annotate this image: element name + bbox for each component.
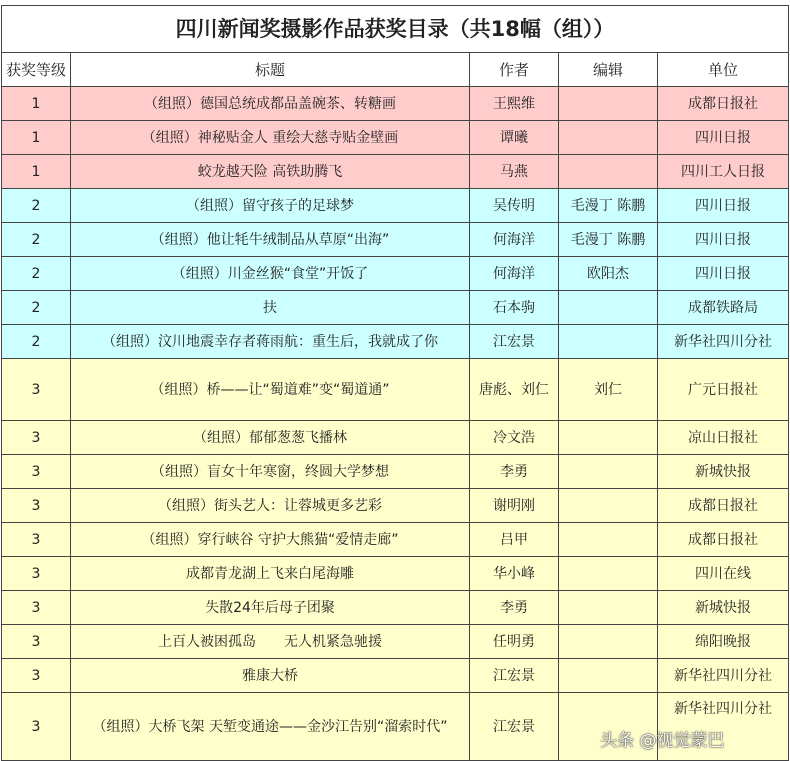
cell-unit: 四川在线 [658, 557, 789, 591]
table-row [2, 625, 789, 659]
watermark: 头条 @视觉蒙巴 [600, 731, 725, 751]
cell-grade: 3 [2, 523, 71, 557]
cell-editor [559, 523, 658, 557]
cell-title: （组照）川金丝猴“食堂”开饭了 [71, 257, 470, 291]
cell-editor: 毛漫丁 陈鹏 [559, 223, 658, 257]
cell-unit: 新城快报 [658, 591, 789, 625]
cell-editor [559, 625, 658, 659]
cell-title: 成都青龙湖上飞来白尾海雕 [71, 557, 470, 591]
cell-unit: 四川日报 [658, 257, 789, 291]
cell-author: 李勇 [470, 591, 559, 625]
cell-unit: 新华社四川分社 [658, 693, 789, 761]
cell-title: （组照）留守孩子的足球梦 [71, 189, 470, 223]
cell-editor [559, 155, 658, 189]
cell-editor [559, 557, 658, 591]
cell-unit: 成都日报社 [658, 489, 789, 523]
cell-unit: 四川日报 [658, 121, 789, 155]
cell-unit: 新华社四川分社 [658, 325, 789, 359]
cell-grade: 3 [2, 421, 71, 455]
table-row [2, 455, 789, 489]
cell-unit: 新华社四川分社 [658, 659, 789, 693]
cell-unit: 绵阳晚报 [658, 625, 789, 659]
cell-title: 上百人被困孤岛 无人机紧急驰援 [71, 625, 470, 659]
cell-title: （组照）大桥飞架 天堑变通途——金沙江告别“溜索时代” [71, 693, 470, 761]
cell-author: 任明勇 [470, 625, 559, 659]
cell-unit: 成都日报社 [658, 523, 789, 557]
table-row [2, 223, 789, 257]
column-header-author: 作者 [470, 53, 559, 87]
cell-editor [559, 489, 658, 523]
cell-author: 王熙维 [470, 87, 559, 121]
cell-grade: 3 [2, 557, 71, 591]
table-row [2, 121, 789, 155]
cell-author: 冷文浩 [470, 421, 559, 455]
table-row [2, 87, 789, 121]
cell-grade: 3 [2, 489, 71, 523]
table-row [2, 189, 789, 223]
cell-grade: 2 [2, 189, 71, 223]
cell-unit: 广元日报社 [658, 359, 789, 421]
cell-editor [559, 87, 658, 121]
cell-grade: 3 [2, 659, 71, 693]
cell-title: （组照）汶川地震幸存者蒋雨航：重生后，我就成了你 [71, 325, 470, 359]
cell-title: 失散24年后母子团聚 [71, 591, 470, 625]
table-row [2, 591, 789, 625]
cell-author: 李勇 [470, 455, 559, 489]
cell-unit: 成都铁路局 [658, 291, 789, 325]
cell-author: 吴传明 [470, 189, 559, 223]
cell-editor: 刘仁 [559, 359, 658, 421]
cell-grade: 2 [2, 291, 71, 325]
cell-title: 雅康大桥 [71, 659, 470, 693]
cell-title: （组照）郁郁葱葱飞播林 [71, 421, 470, 455]
cell-grade: 3 [2, 693, 71, 761]
cell-author: 江宏景 [470, 659, 559, 693]
cell-author: 江宏景 [470, 693, 559, 761]
cell-author: 谢明刚 [470, 489, 559, 523]
cell-author: 石本驹 [470, 291, 559, 325]
cell-grade: 2 [2, 325, 71, 359]
cell-editor [559, 591, 658, 625]
cell-author: 吕甲 [470, 523, 559, 557]
cell-title: （组照）街头艺人：让蓉城更多艺彩 [71, 489, 470, 523]
cell-title: 扶 [71, 291, 470, 325]
cell-grade: 3 [2, 591, 71, 625]
cell-title: 蛟龙越天险 高铁助腾飞 [71, 155, 470, 189]
page-title: 四川新闻奖摄影作品获奖目录（共18幅（组）） [2, 6, 789, 53]
cell-grade: 3 [2, 625, 71, 659]
table-row [2, 359, 789, 421]
cell-editor [559, 121, 658, 155]
cell-title: （组照）神秘贴金人 重绘大慈寺贴金壁画 [71, 121, 470, 155]
cell-editor: 毛漫丁 陈鹏 [559, 189, 658, 223]
table-row [2, 325, 789, 359]
awards-table [1, 5, 789, 761]
cell-grade: 2 [2, 223, 71, 257]
cell-author: 华小峰 [470, 557, 559, 591]
column-header-grade: 获奖等级 [2, 53, 71, 87]
table-row [2, 659, 789, 693]
cell-editor: 欧阳杰 [559, 257, 658, 291]
cell-editor [559, 455, 658, 489]
cell-author: 谭曦 [470, 121, 559, 155]
table-row [2, 557, 789, 591]
column-header-title: 标题 [71, 53, 470, 87]
cell-editor [559, 325, 658, 359]
cell-grade: 1 [2, 155, 71, 189]
cell-editor [559, 659, 658, 693]
cell-author: 马燕 [470, 155, 559, 189]
cell-title: （组照）穿行峡谷 守护大熊猫“爱情走廊” [71, 523, 470, 557]
cell-grade: 2 [2, 257, 71, 291]
cell-unit: 四川日报 [658, 189, 789, 223]
cell-author: 何海洋 [470, 223, 559, 257]
cell-author: 何海洋 [470, 257, 559, 291]
cell-author: 唐彪、刘仁 [470, 359, 559, 421]
column-header-unit: 单位 [658, 53, 789, 87]
cell-editor [559, 291, 658, 325]
table-row [2, 291, 789, 325]
cell-title: （组照）德国总统成都品盖碗茶、转糖画 [71, 87, 470, 121]
column-header-editor: 编辑 [559, 53, 658, 87]
cell-grade: 1 [2, 121, 71, 155]
cell-grade: 3 [2, 359, 71, 421]
cell-editor [559, 421, 658, 455]
cell-grade: 1 [2, 87, 71, 121]
cell-unit: 成都日报社 [658, 87, 789, 121]
cell-unit: 四川日报 [658, 223, 789, 257]
cell-grade: 3 [2, 455, 71, 489]
table-row [2, 421, 789, 455]
cell-unit: 凉山日报社 [658, 421, 789, 455]
cell-title: （组照）盲女十年寒窗，终圆大学梦想 [71, 455, 470, 489]
cell-title: （组照）桥——让“蜀道难”变“蜀道通” [71, 359, 470, 421]
table-row [2, 155, 789, 189]
cell-unit: 四川工人日报 [658, 155, 789, 189]
table-row [2, 489, 789, 523]
cell-title: （组照）他让牦牛绒制品从草原“出海” [71, 223, 470, 257]
table-row [2, 257, 789, 291]
cell-author: 江宏景 [470, 325, 559, 359]
table-row [2, 523, 789, 557]
cell-unit: 新城快报 [658, 455, 789, 489]
